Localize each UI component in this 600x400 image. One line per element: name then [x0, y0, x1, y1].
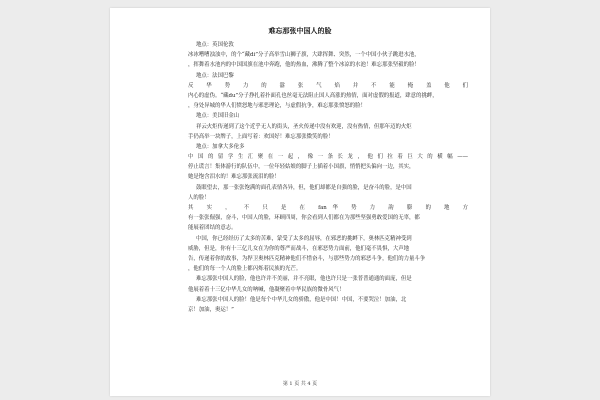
document-page — [110, 8, 490, 396]
body-text-line: 他展着着十三亿中华儿女的呐喊，他凝聚着中华民族的微骨风气！ — [188, 286, 345, 293]
body-text-line: 反 华 势 力 的 嚣 张 气 焰 并 不 能 掩 盖 他 们 — [188, 82, 468, 89]
body-text-line: 难忘那张中国人的脸，他也许并不美丽，并不亮眼，他也许只是一张普普通通的面庞，但是 — [196, 276, 412, 283]
location-heading: 地点：美国旧金山 — [196, 113, 240, 120]
page-footer: 第 1 页 共 4 页 — [282, 381, 318, 387]
location-heading: 地点：加拿大多伦多 — [196, 143, 245, 150]
document-title: 难忘那张中国人的脸 — [268, 26, 332, 35]
body-text-line: 鼓眼望去，那一张张饱满的面孔表情各异，但，他们却都是自强的脸，是奋斗的脸，是中国 — [196, 184, 412, 191]
body-text-line: 有一张张倔强，奋斗，中国人的脸，环顾四周，你会看到人们都在为那些坚强勇敢爱国的无辜，都 — [188, 215, 420, 222]
location-heading: 地点：法国巴黎 — [196, 72, 234, 79]
body-text-line: 威胁，但是，你有十三亿儿女在为你的尊严而战斗，在邪恶势力面前，他们毫不畏惧，大声地 — [188, 245, 410, 252]
body-text-line: 祥云火炬传递到了这个近乎无人的街头，圣火传递中没有欢迎，没有热情，但那年迈的火炬 — [196, 123, 412, 130]
location-heading: 地点：英国伦敦 — [196, 42, 234, 48]
body-text-line: 其 实 ， 不 只 是 在 fan华 势 力 韵 膨 的 地 方 — [188, 205, 468, 211]
body-text-line: 内心的虚伪。“藏du”分子挣扎着扑面孔也丝毫无法阻止国人高涨的热情，面对虚假的报道，肆意的挑衅， — [188, 92, 438, 99]
body-text-line: 停止谎言！集体游行的队伍中，一位年轻姑娘的脚子上插着小国旗，悄悄把头偏向一边，其实， — [188, 164, 415, 171]
body-text-line: 人的脸！ — [188, 194, 210, 201]
document-body — [188, 40, 468, 315]
body-text-line: 难忘那张中国人的脸！他是每个中华儿女的骄傲，他是中国！中国，不要哭泣！加油，北 — [196, 296, 407, 303]
body-text-line: ，挥舞着水池内的中国国旗在池中奔跑，他的热血，沸腾了整个冰凉的水池！难忘那张坚毅的脸！ — [188, 62, 420, 69]
body-text-line: 她是饱含泪水的！难忘那张流泪的脸！ — [188, 174, 280, 181]
body-text-line: ，身处异城的华人们愤怒地与邪恶理论，与虚假抗争，难忘那张愤怒的脸！ — [188, 103, 366, 110]
body-text-line: ，他们的每一个人的脸上都闪烁着民族的光芒。 — [188, 266, 302, 273]
body-text-line: 中 国 的 留 学 生 汇 聚 在 一 起 ， 像 一 条 长 龙 ， 他 们 拉 着 巨 大 的 横 幅 —— — [188, 154, 468, 161]
body-text-line: 冰冰嘈嘈浊浊中，的个“藏di”分子高举雪山狮子旗，大肆挥舞、突然，一个中国小伙子跳进水池， — [188, 52, 420, 59]
body-text-line: 京！加油，奥运！” — [188, 306, 234, 313]
body-text-line: 能展着团结的意志。 — [188, 225, 237, 232]
body-text-line: 告，传递着你的故事，为捍卫奥林匹克精神他们不惜奋斗，与那些势力的邪恶斗争，他们的力量斗争 — [188, 255, 426, 262]
body-text-line: 中国，你已经经历了太多的苦难，蒙受了太多的屈辱，在邪恶的挑衅下，奥林匹克精神受到 — [196, 235, 412, 242]
body-text-line: 手仍高举一块牌子，上面写着：欢国好！难忘那张微笑的脸！ — [188, 133, 334, 140]
